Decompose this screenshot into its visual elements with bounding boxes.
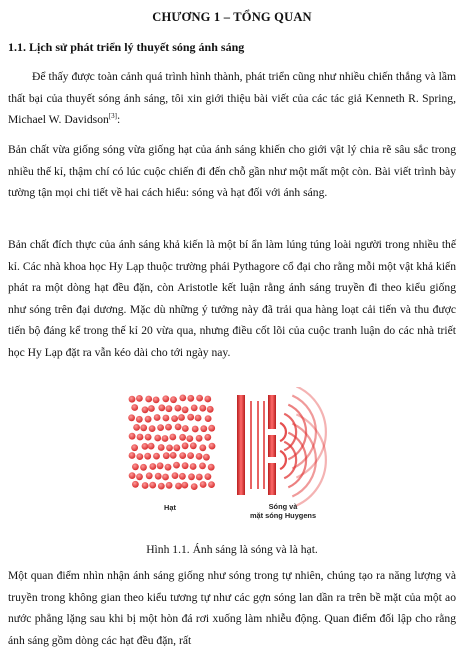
particle-dot [132, 463, 139, 470]
particle-dot [196, 435, 203, 442]
paragraph-intro-text: Để thấy được toàn cảnh quá trình hình thành, phát triển cũng như nhiều chiến thắng và lầm thất bại của thuyết sóng ánh sáng, tôi xin giới thiệu bài viết của các tác giả Kenneth R. Spring, Michael W. Davidson [8, 70, 456, 126]
particle-dot [146, 472, 153, 479]
particle-dot [200, 425, 207, 432]
particle-dot [179, 452, 186, 459]
particle-dot [137, 434, 144, 441]
particle-dot [205, 473, 212, 480]
particle-dot [166, 445, 173, 452]
particle-dot [157, 424, 164, 431]
particle-dot [148, 443, 155, 450]
particle-dot [199, 405, 206, 412]
paragraph-intro [8, 66, 456, 131]
particle-dot [200, 481, 207, 488]
particle-dot [155, 473, 162, 480]
particle-dot [162, 474, 169, 481]
particle-dot [129, 396, 136, 403]
particle-dot [166, 482, 173, 489]
particle-dot [136, 473, 143, 480]
particle-dot [187, 452, 194, 459]
particle-dot [182, 425, 189, 432]
particle-dot [129, 452, 136, 459]
particle-dot [166, 405, 173, 412]
particle-dot [149, 463, 156, 470]
particle-dot [144, 453, 151, 460]
particle-dot [158, 483, 165, 490]
particle-dot [199, 463, 206, 470]
particle-dot [190, 442, 197, 449]
particle-dot [145, 396, 152, 403]
particle-dot [142, 482, 149, 489]
particle-dot [195, 415, 202, 422]
particle-dot [175, 424, 182, 431]
particle-dot [162, 435, 169, 442]
particle-dot [162, 395, 169, 402]
citation-ref: [3] [108, 112, 117, 121]
label-wave-line1: Sóng và [268, 502, 298, 511]
particle-dot [182, 442, 189, 449]
particle-dot [145, 416, 152, 423]
figure-caption: Hình 1.1. Ánh sáng là sóng và là hạt. [146, 543, 318, 556]
particle-dot [154, 435, 161, 442]
paragraph-wave-view: Một quan điểm nhìn nhận ánh sáng giống như sóng trong tự nhiên, chúng tạo ra năng lượng và truyền trong không gian theo kiểu tương tự như các gợn sóng lan dần ra trên bề mặt của một ao nước phẳng lặng sau khi bị một hòn đá rơi xuống làm nhiễu động. Quan điểm đối lập cho rằng ánh sáng gồm dòng các hạt đều đặn, rất [8, 569, 456, 647]
particle-dot [182, 406, 189, 413]
particle-dot [158, 444, 165, 451]
particle-dot [179, 473, 186, 480]
section-heading: 1.1. Lịch sử phát triển lý thuyết sóng ánh sáng [8, 40, 245, 54]
particle-dot [136, 453, 143, 460]
particle-dot [149, 425, 156, 432]
particle-dot [182, 462, 189, 469]
particle-dot [178, 414, 185, 421]
particle-dot [136, 395, 143, 402]
particle-dot [170, 452, 177, 459]
figure-light-wave-particle [120, 387, 345, 527]
paragraph-wave-particle-duality: Bản chất vừa giống sóng vừa giống hạt của ánh sáng khiến cho giới vật lý chia rẽ sâu sắc trong nhiều thế kỉ, thậm chí có lúc cuộc chiến đi đến chỗ gần như một mất một còn. Bài viết trình bày tường tận mọi chi tiết về hai cách hiểu: sóng và hạt đối với ánh sáng. [8, 143, 456, 199]
particle-dot [204, 434, 211, 441]
huygens-wavefronts [251, 387, 326, 506]
label-wave-line2: mặt sóng Huygens [249, 511, 317, 520]
particle-dot [133, 424, 140, 431]
particle-dot [165, 424, 172, 431]
particle-dot [142, 406, 149, 413]
particle-dot [149, 482, 156, 489]
particle-dot [186, 435, 193, 442]
particle-dot [165, 464, 172, 471]
particle-dot [208, 464, 215, 471]
particle-dot [142, 443, 149, 450]
particle-dot [205, 415, 212, 422]
particle-dot [128, 414, 135, 421]
particle-dot [208, 481, 215, 488]
particle-dot [153, 397, 160, 404]
particle-dot [175, 405, 182, 412]
particle-dot [207, 406, 214, 413]
particle-dot [192, 426, 199, 433]
particle-dot [191, 483, 198, 490]
paragraph-greek-history: Bản chất đích thực của ánh sáng khả kiến là một bí ẩn làm lúng túng loài người trong nhiều thế kỉ. Các nhà khoa học Hy Lạp thuộc trường phái Pythagore cổ đại cho rằng mỗi một vật khả kiến phát ra một dòng hạt đều đặn, còn Aristotle kết luận rằng ánh sáng truyền đi theo kiểu giống như sóng trên đại dương. Mặc dù những ý tưởng này đã trải qua hàng loạt cải tiến và thu được tiến bộ đáng kể trong thế kỉ 20 vừa qua, nhưng điều cốt lõi của cuộc tranh luận do các nhà triết học Hy Lạp đặt ra vẫn kéo dài cho tới ngày nay. [8, 238, 456, 359]
particle-dot [173, 444, 180, 451]
particle-dot [153, 453, 160, 460]
particle-dot [169, 434, 176, 441]
particle-dot [132, 481, 139, 488]
particle-dot [187, 395, 194, 402]
chapter-title: CHƯƠNG 1 – TỔNG QUAN [152, 10, 312, 24]
particle-dot [170, 396, 177, 403]
particle-dot [129, 433, 136, 440]
particle-dot [188, 473, 195, 480]
particle-dot [191, 405, 198, 412]
label-particle: Hạt [164, 503, 176, 512]
particle-dot [131, 444, 138, 451]
particle-dot [179, 395, 186, 402]
particle-dot [179, 434, 186, 441]
wave-source-plate [237, 395, 245, 495]
particle-dot [129, 472, 136, 479]
particle-dot [140, 464, 147, 471]
particle-dot [131, 404, 138, 411]
circular-wavefront [280, 423, 286, 441]
particle-dot [172, 472, 179, 479]
particle-dot [140, 424, 147, 431]
particle-dot [148, 405, 155, 412]
particle-dot [196, 453, 203, 460]
paragraph-intro-end: : [116, 113, 121, 126]
particle-dot [196, 474, 203, 481]
particle-dot [209, 443, 216, 450]
particle-dot [181, 482, 188, 489]
particle-dot [199, 444, 206, 451]
particle-dot [190, 463, 197, 470]
particle-dot [208, 425, 215, 432]
particle-cluster [128, 395, 215, 491]
particle-dot [203, 454, 210, 461]
particle-dot [171, 415, 178, 422]
particle-dot [187, 414, 194, 421]
particle-dot [158, 404, 165, 411]
particle-dot [204, 396, 211, 403]
particle-dot [163, 415, 170, 422]
slit-barrier [268, 395, 276, 495]
particle-dot [196, 395, 203, 402]
particle-dot [173, 462, 180, 469]
particle-dot [175, 483, 182, 490]
particle-dot [154, 414, 161, 421]
particle-dot [157, 462, 164, 469]
circular-wavefront [280, 451, 286, 469]
particle-dot [163, 452, 170, 459]
particle-dot [145, 434, 152, 441]
particle-dot [136, 416, 143, 423]
